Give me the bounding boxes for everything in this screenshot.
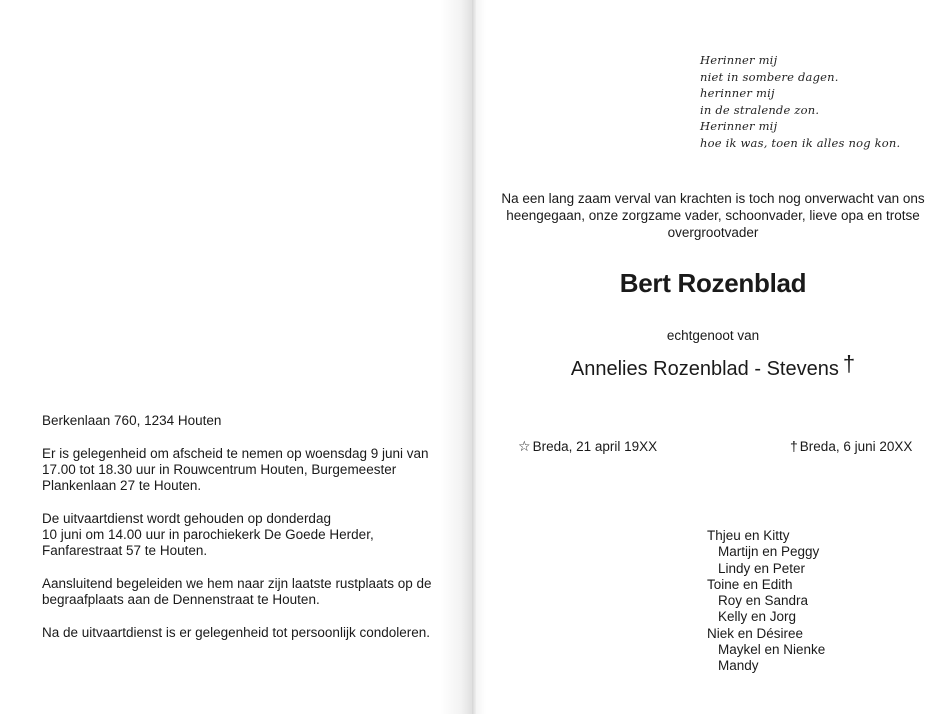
spouse-name: Annelies Rozenblad - Stevens — [570, 358, 839, 380]
cross-icon: † — [790, 438, 798, 454]
poem-line: Herinner mij — [700, 119, 778, 133]
burial-paragraph — [42, 576, 442, 609]
family-member: Thjeu en Kitty — [707, 528, 790, 543]
family-list — [707, 528, 927, 675]
poem-line: herinner mij — [700, 86, 775, 100]
poem-line: Herinner mij — [700, 53, 778, 67]
family-member: Maykel en Nienke — [718, 642, 826, 658]
service-paragraph — [42, 511, 442, 560]
service-line: Fanfarestraat 57 te Houten. — [42, 543, 208, 559]
family-member: Kelly en Jorg — [718, 609, 797, 625]
burial-line: Aansluitend begeleiden we hem naar zijn laatste rustplaats op de — [42, 575, 432, 591]
deceased-name: Bert Rozenblad — [619, 268, 807, 298]
burial-line: begraafplaats aan de Dennenstraat te Houten. — [42, 592, 320, 608]
spouse — [500, 351, 926, 381]
page-fold-shadow — [440, 0, 476, 714]
announcement-text — [500, 190, 926, 241]
service-line: 10 juni om 14.00 uur in parochiekerk De Goede Herder, — [42, 527, 374, 543]
farewell-line: Plankenlaan 27 te Houten. — [42, 478, 202, 494]
family-member: Niek en Désiree — [707, 625, 804, 641]
announcement-line: overgrootvader — [667, 225, 759, 240]
cross-icon: † — [842, 351, 856, 376]
poem-line: in de stralende zon. — [700, 102, 820, 117]
death-date — [790, 438, 912, 454]
memorial-poem — [700, 52, 930, 151]
family-member: Toine en Edith — [707, 576, 793, 592]
birth-date-text: Breda, 21 april 19XX — [532, 439, 658, 454]
poem-line: hoe ik was, toen ik alles nog kon. — [700, 135, 901, 150]
farewell-line: Er is gelegenheid om afscheid te nemen op woensdag 9 juni van — [42, 445, 429, 461]
farewell-line: 17.00 tot 18.30 uur in Rouwcentrum Houten, Burgemeester — [42, 461, 397, 477]
birth-date — [518, 438, 657, 455]
condolence-text: Na de uitvaartdienst is er gelegenheid tot persoonlijk condoleren. — [42, 624, 430, 640]
spouse-label: echtgenoot van — [666, 328, 760, 343]
family-member: Lindy en Peter — [718, 560, 806, 576]
poem-line: niet in sombere dagen. — [700, 69, 839, 84]
announcement-line: heengegaan, onze zorgzame vader, schoonvader, lieve opa en trotse — [506, 208, 920, 223]
family-member: Martijn en Peggy — [718, 544, 820, 560]
address: Berkenlaan 760, 1234 Houten — [42, 413, 222, 428]
service-line: De uitvaartdienst wordt gehouden op donderdag — [42, 510, 331, 526]
family-member: Mandy — [718, 658, 759, 674]
farewell-paragraph — [42, 446, 442, 495]
page-fold-shadow-right — [472, 0, 486, 714]
star-icon: ☆ — [518, 438, 531, 454]
funeral-information — [42, 413, 442, 657]
announcement-line: Na een lang zaam verval van krachten is toch nog onverwacht van ons — [501, 191, 925, 206]
family-member: Roy en Sandra — [718, 593, 809, 609]
death-date-text: Breda, 6 juni 20XX — [799, 439, 913, 454]
